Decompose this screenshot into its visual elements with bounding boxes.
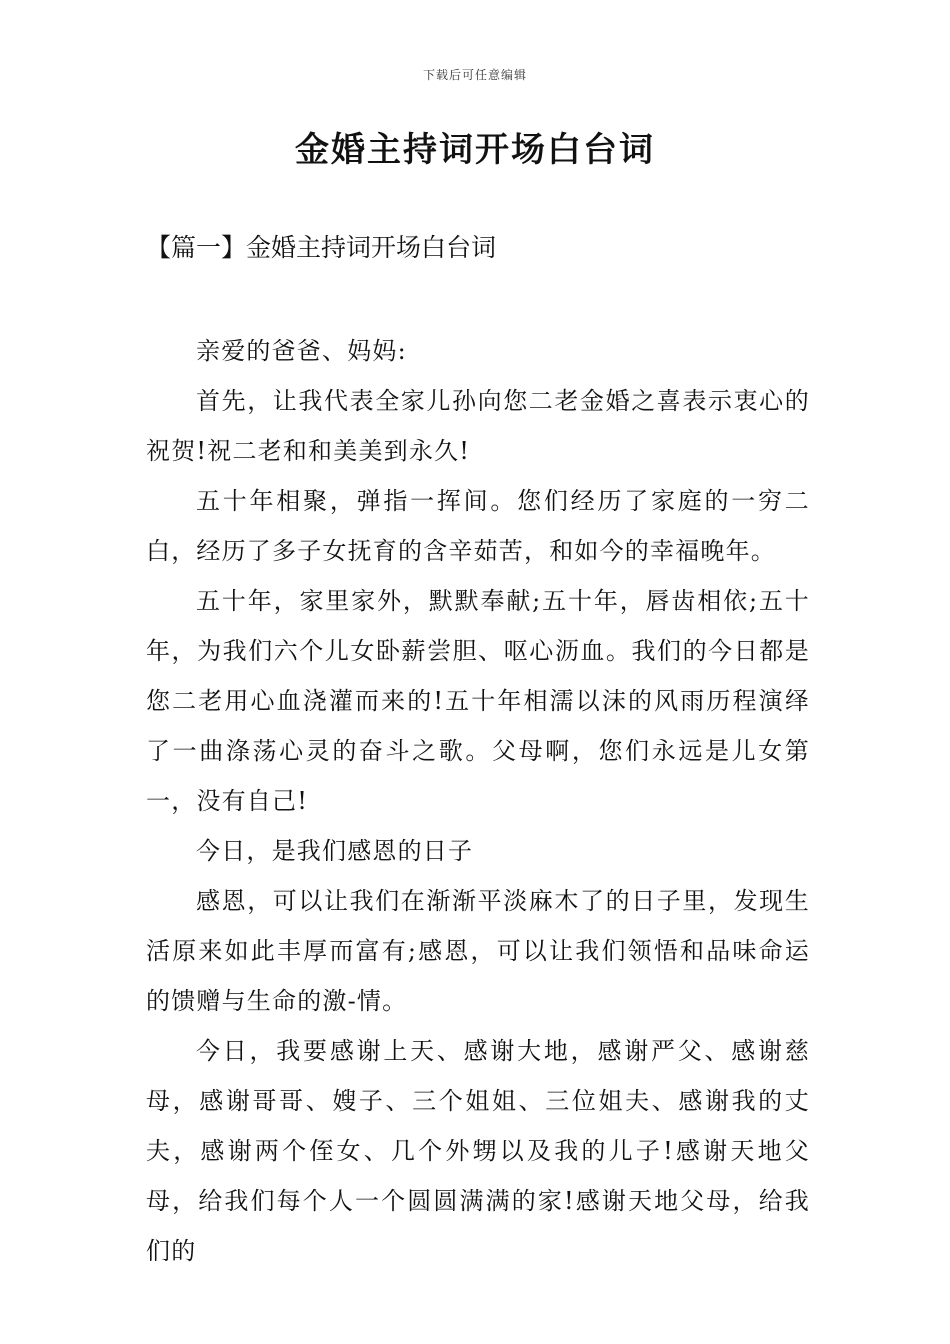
document-body: [146, 326, 810, 1276]
document-title: 金婚主持词开场白台词: [295, 130, 655, 170]
paragraph: 首先，让我代表全家儿孙向您二老金婚之喜表示衷心的祝贺!祝二老和和美美到永久!: [146, 387, 810, 465]
header-note: 下载后可任意编辑: [422, 68, 527, 82]
paragraph: 亲爱的爸爸、妈妈:: [196, 337, 407, 365]
section-heading: 【篇一】金婚主持词开场白台词: [146, 233, 497, 262]
paragraph: 五十年相聚，弹指一挥间。您们经历了家庭的一穷二白，经历了多子女抚育的含辛茹苦，和如今的幸福晚年。: [146, 487, 810, 565]
paragraph: 今日，是我们感恩的日子: [196, 837, 474, 865]
paragraph: 感恩，可以让我们在渐渐平淡麻木了的日子里，发现生活原来如此丰厚而富有;感恩，可以让我们领悟和品味命运的馈赠与生命的激-情。: [146, 887, 810, 1015]
paragraph: 今日，我要感谢上天、感谢大地，感谢严父、感谢慈母，感谢哥哥、嫂子、三个姐姐、三位姐夫、感谢我的丈夫，感谢两个侄女、几个外甥以及我的儿子!感谢天地父母，给我们每个人一个圆圆满满的家!感谢天地父母，给我们的: [146, 1037, 810, 1265]
paragraph: 五十年，家里家外，默默奉献;五十年，唇齿相依;五十年，为我们六个儿女卧薪尝胆、呕心沥血。我们的今日都是您二老用心血浇灌而来的!五十年相濡以沫的风雨历程演绎了一曲涤荡心灵的奋斗之歌。父母啊，您们永远是儿女第一，没有自己!: [146, 587, 810, 815]
